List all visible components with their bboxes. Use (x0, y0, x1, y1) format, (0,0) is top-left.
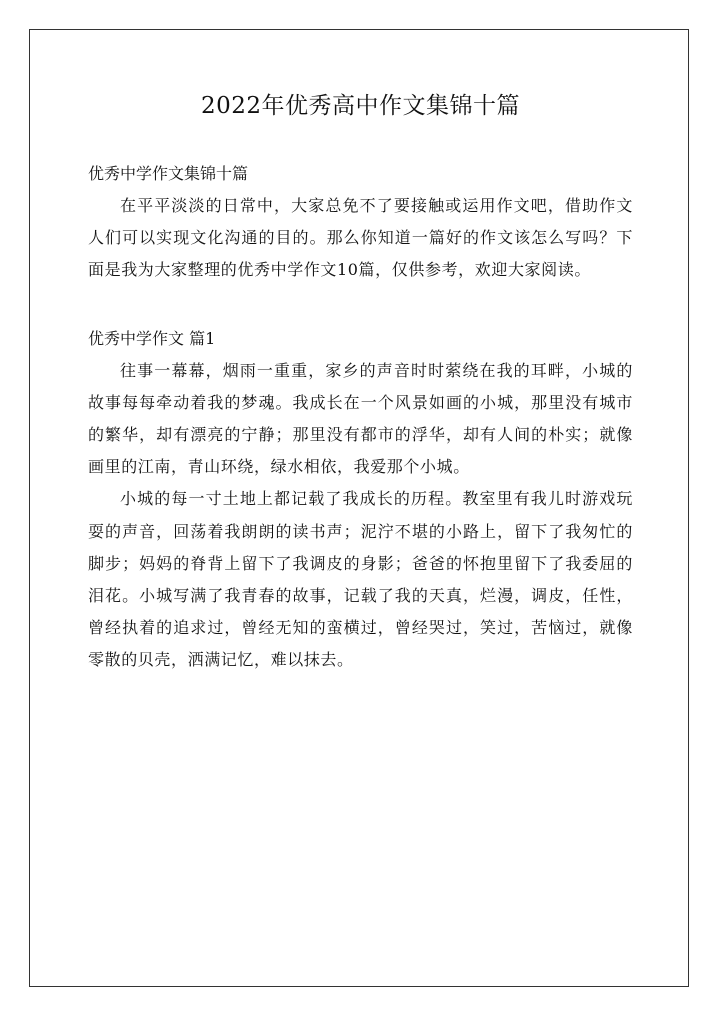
essay-paragraph: 往事一幕幕，烟雨一重重，家乡的声音时时萦绕在我的耳畔，小城的故事每每牵动着我的梦魂。我成长在一个风景如画的小城，那里没有城市的繁华，却有漂亮的宁静；那里没有都市的浮华，却有人间的朴实；就像画里的江南，青山环绕，绿水相依，我爱那个小城。 (88, 360, 633, 477)
essay-heading: 优秀中学作文 篇1 (88, 328, 216, 348)
intro-heading: 优秀中学作文集锦十篇 (88, 164, 249, 183)
document-title: 2022年优秀高中作文集锦十篇 (200, 93, 521, 119)
document-body (88, 88, 633, 677)
essay-paragraph: 小城的每一寸土地上都记载了我成长的历程。教室里有我儿时游戏玩耍的声音，回荡着我朗朗的读书声；泥泞不堪的小路上，留下了我匆忙的脚步；妈妈的脊背上留下了我调皮的身影；爸爸的怀抱里留下了我委屈的泪花。小城写满了我青春的故事，记载了我的天真，烂漫，调皮，任性，曾经执着的追求过，曾经无知的蛮横过，曾经哭过，笑过，苦恼过，就像零散的贝壳，洒满记忆，难以抹去。 (88, 489, 633, 670)
intro-paragraph: 在平平淡淡的日常中，大家总免不了要接触或运用作文吧，借助作文人们可以实现文化沟通的目的。那么你知道一篇好的作文该怎么写吗？下面是我为大家整理的优秀中学作文10篇，仅供参考，欢迎大家阅读。 (88, 196, 633, 280)
